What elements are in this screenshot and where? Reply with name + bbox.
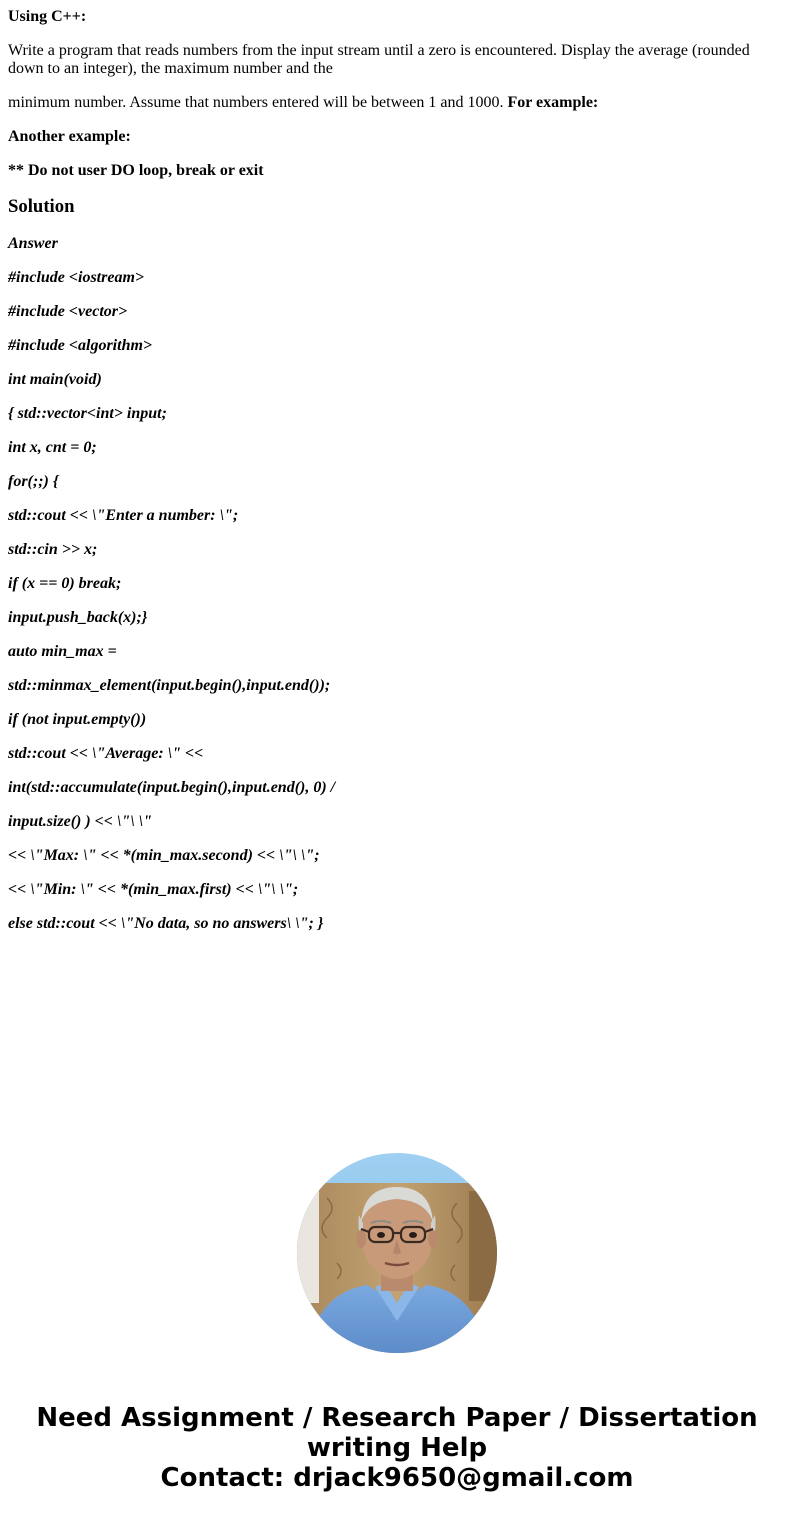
code-line: #include <iostream>	[8, 269, 145, 286]
code-line: std::cout << \"Average: \" <<	[8, 745, 204, 762]
code-line: int main(void)	[8, 371, 102, 388]
code-line: << \"Max: \" << *(min_max.second) << \"\ \";	[8, 847, 320, 864]
constraint-note: ** Do not user DO loop, break or exit	[8, 162, 264, 179]
code-line: #include <algorithm>	[8, 337, 153, 354]
footer-line-2: writing Help	[306, 1433, 488, 1463]
code-line: auto min_max =	[8, 643, 117, 660]
footer-line-1: Need Assignment / Research Paper / Dissertation	[36, 1403, 758, 1433]
question-paragraph-2	[8, 94, 778, 112]
question-paragraph-2-text: minimum number. Assume that numbers entered will be between 1 and 1000.	[8, 94, 504, 111]
code-line: std::cin >> x;	[8, 541, 98, 558]
solution-code	[8, 235, 778, 933]
code-line: if (not input.empty())	[8, 711, 147, 728]
document-body	[8, 8, 778, 949]
code-line: input.push_back(x);}	[8, 609, 148, 626]
code-line: input.size() ) << \"\ \"	[8, 813, 153, 830]
code-line: << \"Min: \" << *(min_max.first) << \"\ \";	[8, 881, 299, 898]
code-line: std::minmax_element(input.begin(),input.end());	[8, 677, 331, 694]
author-avatar	[297, 1153, 497, 1353]
footer-contact-email: Contact: drjack9650@gmail.com	[160, 1463, 634, 1493]
code-line: else std::cout << \"No data, so no answers\ \"; }	[8, 915, 324, 932]
question-title: Using C++:	[8, 8, 87, 25]
code-line: if (x == 0) break;	[8, 575, 122, 592]
author-portrait-icon	[297, 1153, 497, 1353]
code-line: int x, cnt = 0;	[8, 439, 97, 456]
solution-heading: Solution	[8, 196, 75, 217]
code-line: std::cout << \"Enter a number: \";	[8, 507, 239, 524]
code-line: #include <vector>	[8, 303, 128, 320]
for-example-label: For example:	[507, 94, 599, 111]
another-example-label: Another example:	[8, 128, 131, 145]
code-line: int(std::accumulate(input.begin(),input.end(), 0) /	[8, 779, 336, 796]
question-paragraph-1: Write a program that reads numbers from the input stream until a zero is encountered. Display the average (rounded down to an integer), the maximum number and the	[8, 42, 750, 77]
answer-label: Answer	[8, 235, 58, 252]
footer-contact	[0, 1403, 794, 1493]
code-line: { std::vector<int> input;	[8, 405, 167, 422]
code-line: for(;;) {	[8, 473, 59, 490]
